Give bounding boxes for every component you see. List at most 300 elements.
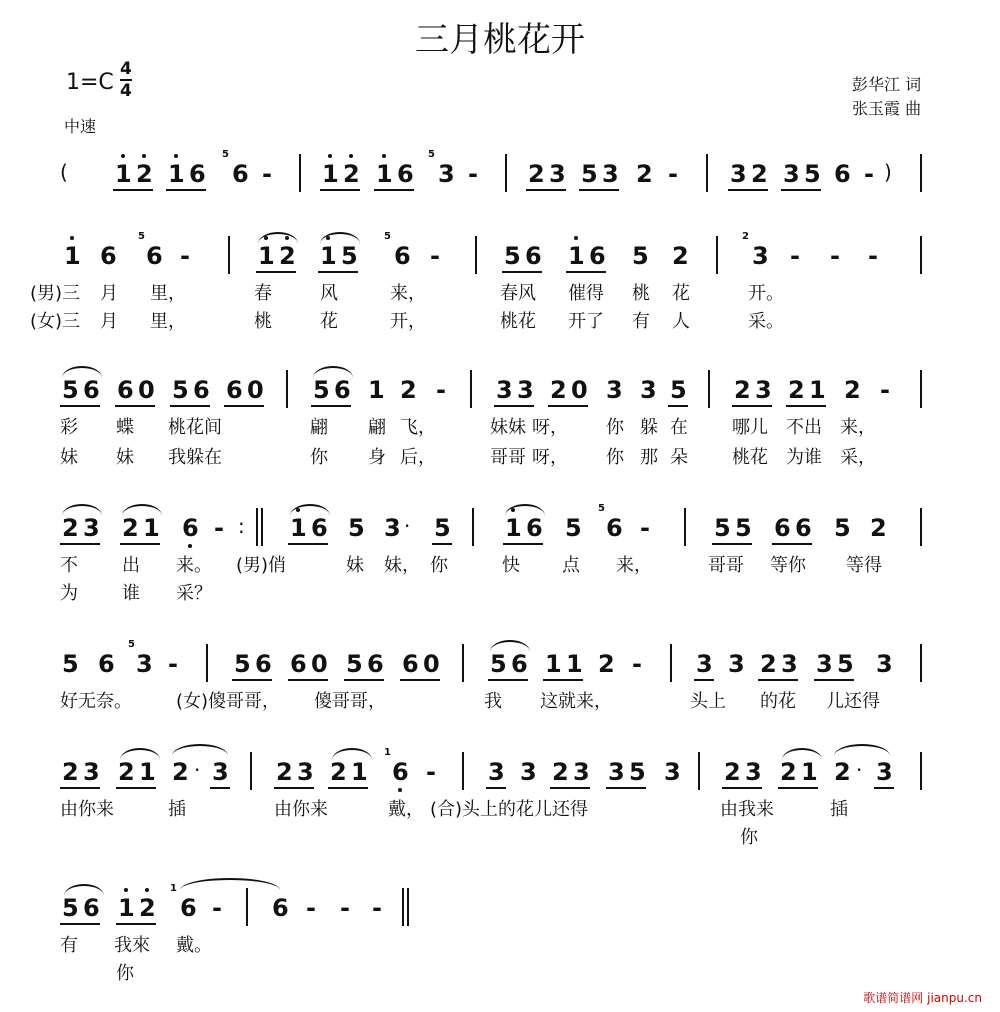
lyric-word: 妹妹 [490, 417, 526, 438]
octave-dot-high [145, 888, 149, 892]
slur [120, 748, 160, 760]
lyric-word: (男)三 [30, 283, 81, 304]
beam-underline [115, 405, 155, 407]
note: 2 [62, 514, 79, 542]
note: 3 [664, 758, 681, 786]
lyric-word: 由你来 [274, 799, 328, 820]
bar-line [920, 370, 922, 408]
beam-underline [550, 787, 590, 789]
note: 3 [876, 758, 893, 786]
note: 5 [341, 242, 358, 270]
note: 1 [545, 650, 562, 678]
note: 2 [788, 376, 805, 404]
octave-dot-high [124, 888, 128, 892]
beam-underline [374, 189, 414, 191]
note: 2 [276, 758, 293, 786]
beam-underline [432, 543, 452, 545]
note: 2 [870, 514, 887, 542]
slur [490, 640, 530, 652]
octave-dot-high [328, 154, 332, 158]
bar-line [670, 644, 672, 682]
time-signature-bottom: 4 [120, 81, 132, 101]
note: 2 [400, 376, 417, 404]
note: 6 [394, 242, 411, 270]
grace-note: 5 [222, 149, 229, 160]
octave-dot-low [398, 788, 402, 792]
beam-underline [170, 405, 210, 407]
note: 6 [182, 514, 199, 542]
lyric-word: 呀， [532, 447, 568, 468]
lyric-word: 插 [168, 799, 186, 820]
lyric-word: 桃花 [732, 447, 768, 468]
note: 1 [322, 160, 339, 188]
note: - [880, 376, 890, 404]
beam-underline [548, 405, 588, 407]
bar-line [250, 752, 252, 790]
slur [505, 504, 545, 516]
note: 0 [571, 376, 588, 404]
lyric-word: 哪儿 [732, 417, 768, 438]
note: - [468, 160, 478, 188]
note: 3 [696, 650, 713, 678]
note: 2 [118, 758, 135, 786]
slur [320, 232, 360, 244]
note: 3 [438, 160, 455, 188]
note: 3 [816, 650, 833, 678]
beam-underline [113, 189, 153, 191]
beam-underline [503, 543, 543, 545]
lyric-word: 你 [310, 447, 328, 468]
note: 1 [376, 160, 393, 188]
grace-note: 5 [384, 231, 391, 242]
bar-line [698, 752, 700, 790]
lyric-word: 妹， [384, 555, 420, 576]
note: - [262, 160, 272, 188]
note: 1 [258, 242, 275, 270]
note: 2 [751, 160, 768, 188]
note: - [868, 242, 878, 270]
grace-note: 5 [598, 503, 605, 514]
beam-underline [256, 271, 296, 273]
beam-underline [502, 271, 542, 273]
bar-line [505, 154, 507, 192]
note: 3 [83, 514, 100, 542]
note: 2 [834, 758, 851, 786]
symbol: ) [884, 160, 892, 184]
note: - [436, 376, 446, 404]
note: - [426, 758, 436, 786]
lyric-word: 妹 [60, 447, 78, 468]
lyric-word: 有 [632, 311, 650, 332]
note: 6 [290, 650, 307, 678]
note: 5 [234, 650, 251, 678]
note: - [372, 894, 382, 922]
beam-underline [814, 679, 854, 681]
lyric-word: 飞， [400, 417, 436, 438]
note: 5 [581, 160, 598, 188]
note: 2 [724, 758, 741, 786]
note: 6 [255, 650, 272, 678]
time-signature-top: 4 [120, 59, 132, 79]
slur [64, 884, 104, 896]
key-signature: 1=C [66, 70, 114, 95]
lyric-word: 妹 [346, 555, 364, 576]
note: 6 [795, 514, 812, 542]
grace-note: 5 [428, 149, 435, 160]
note: 3 [608, 758, 625, 786]
note: - [830, 242, 840, 270]
beam-underline [210, 787, 230, 789]
bar-line [407, 888, 409, 926]
beam-underline [116, 787, 156, 789]
note: 3 [755, 376, 772, 404]
note: - [180, 242, 190, 270]
octave-dot-low [188, 544, 192, 548]
note: 2 [343, 160, 360, 188]
bar-line [920, 236, 922, 274]
slur [122, 504, 162, 516]
lyric-word: 在 [670, 417, 688, 438]
beam-underline [120, 543, 160, 545]
note: 3 [752, 242, 769, 270]
note: 6 [100, 242, 117, 270]
octave-dot-high [174, 154, 178, 158]
beam-underline [116, 923, 156, 925]
lyric-word: 好无奈。 [60, 691, 132, 712]
beam-underline [328, 787, 368, 789]
note: 2 [552, 758, 569, 786]
note: - [340, 894, 350, 922]
note: - [668, 160, 678, 188]
lyric-word: (男)俏 [236, 555, 287, 576]
octave-dot-high [574, 236, 578, 240]
note: 2 [844, 376, 861, 404]
note: 6 [334, 376, 351, 404]
bar-line [299, 154, 301, 192]
note: 2 [636, 160, 653, 188]
lyric-word: 你 [606, 417, 624, 438]
beam-underline [60, 543, 100, 545]
song-title: 三月桃花开 [415, 20, 585, 60]
note: 2 [139, 894, 156, 922]
beam-underline [486, 787, 506, 789]
lyric-word: 蝶 [116, 417, 134, 438]
beam-underline [566, 271, 606, 273]
beam-underline [668, 405, 688, 407]
lyric-word: 月 [100, 283, 118, 304]
lyric-word: 彩 [60, 417, 78, 438]
slur [313, 366, 353, 378]
note: 2 [122, 514, 139, 542]
beam-underline [224, 405, 264, 407]
lyric-word: (女)傻哥哥， [176, 691, 281, 712]
note: 6 [117, 376, 134, 404]
beam-underline [311, 405, 351, 407]
note: 6 [232, 160, 249, 188]
note: 2 [550, 376, 567, 404]
lyric-word: 插 [830, 799, 848, 820]
beam-underline [732, 405, 772, 407]
bar-line [708, 370, 710, 408]
lyric-word: 头上 [690, 691, 726, 712]
note: - [214, 514, 224, 542]
lyricist-credit: 彭华江 词 [852, 75, 922, 94]
note: 3 [783, 160, 800, 188]
symbol: : [238, 514, 245, 538]
bar-line [920, 644, 922, 682]
note: 6 [193, 376, 210, 404]
lyric-word: 翩 [310, 417, 328, 438]
beam-underline [318, 271, 358, 273]
note: - [632, 650, 642, 678]
beam-underline [60, 923, 100, 925]
slur [782, 748, 822, 760]
note: 6 [589, 242, 606, 270]
beam-underline [781, 189, 821, 191]
lyric-word: 采， [840, 447, 876, 468]
lyric-word: 开。 [748, 283, 784, 304]
lyric-word: 来， [840, 417, 876, 438]
note: 5 [804, 160, 821, 188]
note: 5 [504, 242, 521, 270]
beam-underline [874, 787, 894, 789]
symbol: · [194, 758, 201, 782]
beam-underline [712, 543, 752, 545]
note: 2 [330, 758, 347, 786]
note: 1 [139, 758, 156, 786]
note: 6 [272, 894, 289, 922]
lyric-word: 由你来 [60, 799, 114, 820]
bar-line [684, 508, 686, 546]
lyric-word: 桃 [632, 283, 650, 304]
note: 5 [834, 514, 851, 542]
note: 3 [136, 650, 153, 678]
lyric-word: 妹 [116, 447, 134, 468]
note: 6 [226, 376, 243, 404]
lyric-word: 这就来， [540, 691, 612, 712]
lyric-word: 来。 [176, 555, 212, 576]
watermark: 歌谱简谱网 jianpu.cn [863, 991, 982, 1005]
bar-line [256, 508, 258, 546]
lyric-word: 快 [502, 555, 520, 576]
note: 5 [62, 376, 79, 404]
note: 6 [774, 514, 791, 542]
grace-note: 1 [170, 883, 177, 894]
lyric-word: 来， [390, 283, 426, 304]
note: 5 [735, 514, 752, 542]
lyric-word: 傻哥哥， [314, 691, 386, 712]
note: 2 [279, 242, 296, 270]
bar-line [706, 154, 708, 192]
note: 6 [146, 242, 163, 270]
slur [180, 878, 280, 890]
note: 6 [392, 758, 409, 786]
note: 5 [565, 514, 582, 542]
lyric-word: (合)头上的花儿还得 [430, 799, 589, 820]
note: 5 [348, 514, 365, 542]
note: 3 [640, 376, 657, 404]
beam-underline [60, 405, 100, 407]
lyric-word: 花 [320, 311, 338, 332]
note: 5 [346, 650, 363, 678]
beam-underline [606, 787, 646, 789]
note: 6 [189, 160, 206, 188]
beam-underline [400, 679, 440, 681]
lyric-word: 月 [100, 311, 118, 332]
note: 6 [606, 514, 623, 542]
note: 2 [172, 758, 189, 786]
symbol: ( [60, 160, 68, 184]
lyric-word: 我 [484, 691, 502, 712]
lyric-word: 来， [616, 555, 652, 576]
note: 6 [526, 514, 543, 542]
note: 1 [566, 650, 583, 678]
lyric-word: 里， [150, 311, 186, 332]
lyric-word: 采。 [748, 311, 784, 332]
lyric-word: 等你 [770, 555, 806, 576]
note: 1 [290, 514, 307, 542]
beam-underline [344, 679, 384, 681]
note: 3 [488, 758, 505, 786]
note: - [790, 242, 800, 270]
lyric-word: 的花 [760, 691, 796, 712]
note: 0 [423, 650, 440, 678]
time-signature [120, 60, 132, 100]
lyric-word: 你 [116, 963, 134, 984]
lyric-word: 桃 [254, 311, 272, 332]
lyric-word: 不出 [786, 417, 822, 438]
beam-underline [778, 787, 818, 789]
bar-line [462, 752, 464, 790]
bar-line [402, 888, 404, 926]
lyric-word: 桃花 [500, 311, 536, 332]
bar-line [920, 508, 922, 546]
note: 5 [62, 894, 79, 922]
lyric-word: 后， [400, 447, 436, 468]
beam-underline [288, 543, 328, 545]
note: - [430, 242, 440, 270]
bar-line [920, 154, 922, 192]
note: 6 [397, 160, 414, 188]
note: 3 [517, 376, 534, 404]
lyric-word: 春风 [500, 283, 536, 304]
note: - [168, 650, 178, 678]
lyric-word: 谁 [122, 583, 140, 604]
lyric-word: 桃花间 [168, 417, 222, 438]
note: 1 [505, 514, 522, 542]
note: 3 [745, 758, 762, 786]
octave-dot-high [142, 154, 146, 158]
bar-line [475, 236, 477, 274]
slur [258, 232, 298, 244]
slur [332, 748, 372, 760]
note: 6 [511, 650, 528, 678]
note: 5 [632, 242, 649, 270]
lyric-word: 里， [150, 283, 186, 304]
note: 3 [730, 160, 747, 188]
lyric-word: 戴。 [176, 935, 212, 956]
note: 6 [98, 650, 115, 678]
beam-underline [232, 679, 272, 681]
note: 2 [598, 650, 615, 678]
note: 6 [367, 650, 384, 678]
note: 6 [83, 376, 100, 404]
note: 0 [247, 376, 264, 404]
note: 1 [64, 242, 81, 270]
note: 5 [434, 514, 451, 542]
lyric-word: 为谁 [786, 447, 822, 468]
grace-note: 5 [128, 639, 135, 650]
lyric-word: 你 [740, 827, 758, 848]
beam-underline [288, 679, 328, 681]
beam-underline [494, 405, 534, 407]
note: 1 [351, 758, 368, 786]
note: 1 [320, 242, 337, 270]
octave-dot-high [70, 236, 74, 240]
lyric-word: 开， [390, 311, 426, 332]
note: 1 [368, 376, 385, 404]
note: 5 [629, 758, 646, 786]
note: 2 [528, 160, 545, 188]
note: 2 [136, 160, 153, 188]
lyric-word: 我來 [114, 935, 150, 956]
lyric-word: 戴， [388, 799, 424, 820]
bar-line [472, 508, 474, 546]
octave-dot-high [349, 154, 353, 158]
note: 3 [876, 650, 893, 678]
beam-underline [722, 787, 762, 789]
symbol: · [404, 514, 411, 538]
note: 6 [402, 650, 419, 678]
note: 2 [734, 376, 751, 404]
bar-line [261, 508, 263, 546]
lyric-word: 花 [672, 283, 690, 304]
beam-underline [320, 189, 360, 191]
note: 5 [172, 376, 189, 404]
note: 3 [83, 758, 100, 786]
note: 1 [809, 376, 826, 404]
note: 5 [670, 376, 687, 404]
note: 5 [490, 650, 507, 678]
note: 3 [728, 650, 745, 678]
note: 3 [602, 160, 619, 188]
note: 3 [212, 758, 229, 786]
lyric-word: 哥哥 [490, 447, 526, 468]
lyric-word: 我躲在 [168, 447, 222, 468]
note: 1 [118, 894, 135, 922]
bar-line [462, 644, 464, 682]
note: 1 [801, 758, 818, 786]
note: 3 [606, 376, 623, 404]
bar-line [716, 236, 718, 274]
note: 3 [384, 514, 401, 542]
lyric-word: (女)三 [30, 311, 81, 332]
note: 3 [781, 650, 798, 678]
lyric-word: 你 [606, 447, 624, 468]
beam-underline [526, 189, 566, 191]
lyric-word: 出 [122, 555, 140, 576]
composer-credit: 张玉霞 曲 [852, 99, 922, 118]
note: 5 [313, 376, 330, 404]
lyric-word: 躲 [640, 417, 658, 438]
bar-line [228, 236, 230, 274]
note: 0 [311, 650, 328, 678]
lyric-word: 由我来 [720, 799, 774, 820]
lyric-word: 你 [430, 555, 448, 576]
bar-line [470, 370, 472, 408]
note: - [212, 894, 222, 922]
note: 3 [297, 758, 314, 786]
